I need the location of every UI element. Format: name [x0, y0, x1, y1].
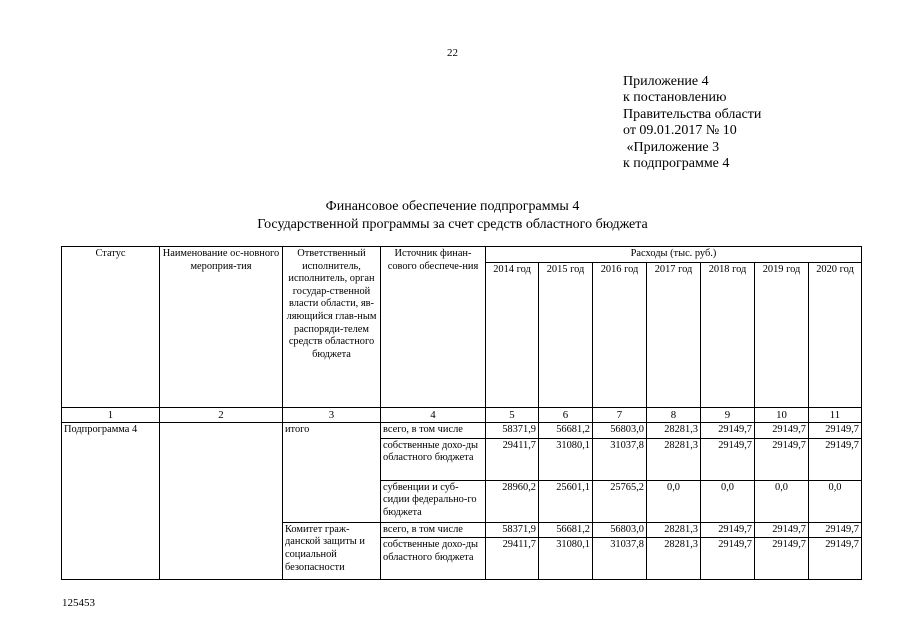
appendix-line: к постановлению	[623, 90, 727, 106]
header-year: 2017 год	[647, 262, 701, 407]
value-cell: 29411,7	[486, 538, 539, 580]
value-cell: 58371,9	[486, 522, 539, 538]
column-number: 1	[62, 407, 160, 423]
value-cell: 28281,3	[647, 538, 701, 580]
value-cell: 25765,2	[593, 480, 647, 522]
status-cell: Подпрограмма 4	[62, 423, 160, 580]
header-year: 2015 год	[539, 262, 593, 407]
column-number: 7	[593, 407, 647, 423]
measure-cell	[160, 423, 283, 580]
value-cell: 29149,7	[701, 538, 755, 580]
value-cell: 29149,7	[755, 538, 809, 580]
source-cell: всего, в том числе	[381, 522, 486, 538]
appendix-block	[623, 74, 761, 172]
value-cell: 56681,2	[539, 423, 593, 439]
header-year: 2018 год	[701, 262, 755, 407]
value-cell: 29149,7	[701, 522, 755, 538]
appendix-line: Правительства области	[623, 106, 762, 122]
column-number: 5	[486, 407, 539, 423]
source-cell: собственные дохо-ды областного бюджета	[381, 438, 486, 480]
value-cell: 0,0	[701, 480, 755, 522]
value-cell: 29149,7	[755, 423, 809, 439]
column-number: 9	[701, 407, 755, 423]
financing-table	[61, 246, 862, 580]
header-expenses: Расходы (тыс. руб.)	[486, 247, 862, 263]
column-number: 4	[381, 407, 486, 423]
value-cell: 28281,3	[647, 522, 701, 538]
value-cell: 28281,3	[647, 438, 701, 480]
header-measure: Наименование ос-новного мероприя-тия	[160, 247, 283, 408]
value-cell: 29149,7	[809, 538, 862, 580]
value-cell: 58371,9	[486, 423, 539, 439]
value-cell: 31080,1	[539, 538, 593, 580]
value-cell: 56803,0	[593, 423, 647, 439]
value-cell: 28960,2	[486, 480, 539, 522]
source-cell: всего, в том числе	[381, 423, 486, 439]
appendix-line: к подпрограмме 4	[623, 156, 730, 172]
executor-cell: итого	[283, 423, 381, 523]
title-line: Государственной программы за счет средств областного бюджета	[257, 216, 648, 232]
source-cell: собственные дохо-ды областного бюджета	[381, 538, 486, 580]
value-cell: 29149,7	[809, 438, 862, 480]
appendix-line: Приложение 4	[623, 74, 709, 89]
header-year: 2016 год	[593, 262, 647, 407]
value-cell: 29149,7	[755, 522, 809, 538]
value-cell: 29149,7	[809, 423, 862, 439]
value-cell: 0,0	[755, 480, 809, 522]
title-line: Финансовое обеспечение подпрограммы 4	[325, 199, 580, 214]
appendix-line: от 09.01.2017 № 10	[623, 123, 737, 139]
header-source: Источник финан-сового обеспече-ния	[381, 247, 486, 408]
page-number: 22	[447, 47, 458, 59]
header-year: 2020 год	[809, 262, 862, 407]
source-cell: субвенции и суб-сидии федерально-го бюджета	[381, 480, 486, 522]
value-cell: 25601,1	[539, 480, 593, 522]
column-number: 11	[809, 407, 862, 423]
value-cell: 0,0	[809, 480, 862, 522]
value-cell: 29149,7	[701, 423, 755, 439]
appendix-line: «Приложение 3	[623, 139, 720, 155]
document-id: 125453	[62, 597, 95, 609]
column-number: 8	[647, 407, 701, 423]
header-year: 2014 год	[486, 262, 539, 407]
value-cell: 31080,1	[539, 438, 593, 480]
header-status: Статус	[62, 247, 160, 408]
value-cell: 31037,8	[593, 438, 647, 480]
executor-cell: Комитет граж-данской защиты и социальной безопасности	[283, 522, 381, 580]
column-number: 2	[160, 407, 283, 423]
value-cell: 0,0	[647, 480, 701, 522]
document-title	[0, 198, 905, 233]
value-cell: 29149,7	[755, 438, 809, 480]
header-executor: Ответственный исполнитель, исполнитель, орган государ-ственной власти области, яв-ляющийся глав-ным распоряди-телем средств областного бюджета	[283, 247, 381, 408]
column-number: 6	[539, 407, 593, 423]
header-year: 2019 год	[755, 262, 809, 407]
value-cell: 56681,2	[539, 522, 593, 538]
table-row	[62, 423, 862, 439]
value-cell: 31037,8	[593, 538, 647, 580]
column-number: 3	[283, 407, 381, 423]
value-cell: 56803,0	[593, 522, 647, 538]
value-cell: 29149,7	[809, 522, 862, 538]
column-number: 10	[755, 407, 809, 423]
value-cell: 29149,7	[701, 438, 755, 480]
value-cell: 29411,7	[486, 438, 539, 480]
value-cell: 28281,3	[647, 423, 701, 439]
